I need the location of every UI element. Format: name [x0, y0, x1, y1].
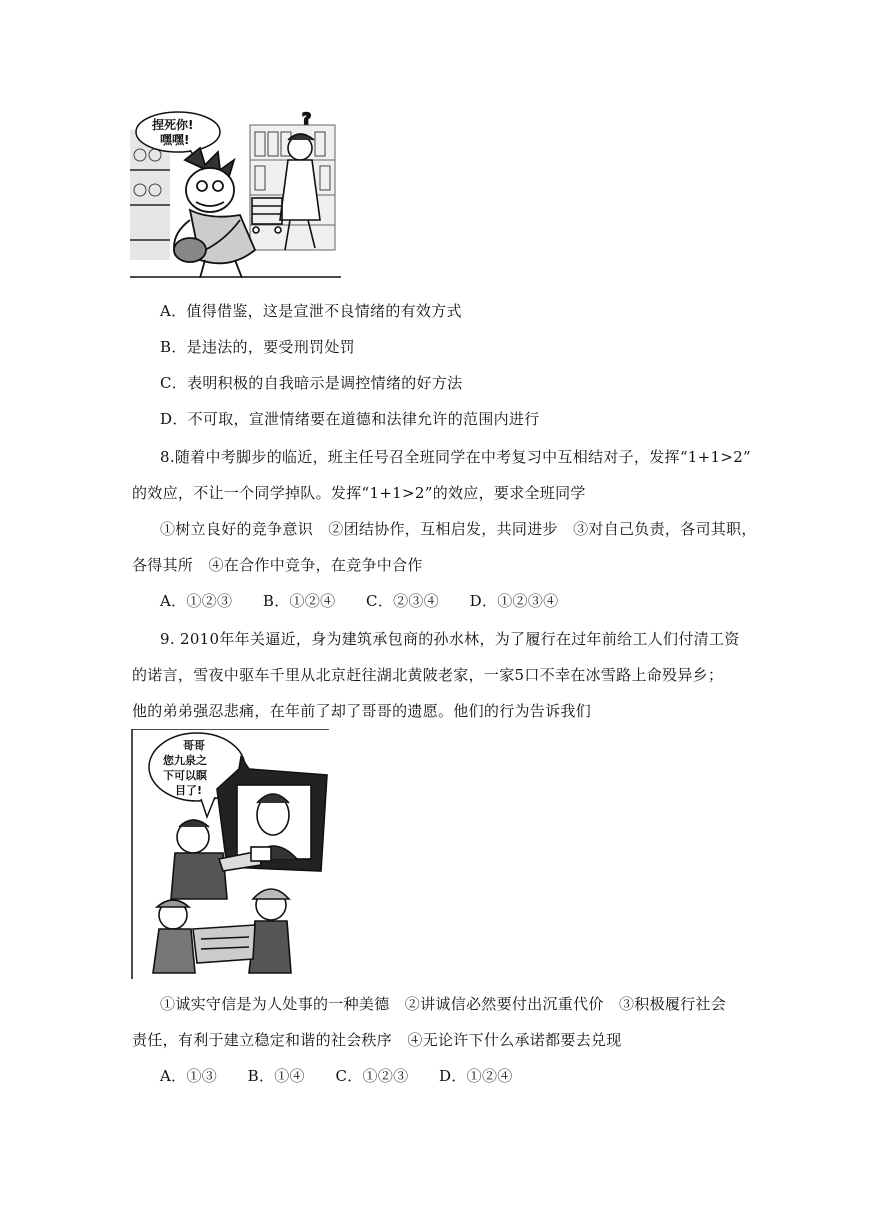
cartoon2-bubble-line2: 您九泉之	[163, 754, 207, 767]
q9-stem-line3: 他的弟弟强忍悲痛，在年前了却了哥哥的遗愿。他们的行为告诉我们	[132, 702, 592, 720]
cartoon2-bubble-line1: 哥哥	[183, 739, 205, 752]
cartoon2-bubble-line4: 目了!	[175, 784, 203, 797]
q9-stem-line2: 的诺言，雪夜中驱车千里从北京赶往湖北黄陂老家，一家5口不幸在冰雪路上命殁异乡；	[132, 666, 724, 684]
cartoon-integrity-image	[131, 729, 329, 979]
q8-stem-line2: 的效应，不让一个同学掉队。发挥“1+1>2”的效应，要求全班同学	[132, 484, 586, 502]
q8-stem-line1: 8.随着中考脚步的临近，班主任号召全班同学在中考复习中互相结对子，发挥“1+1>2”	[160, 448, 752, 466]
q8-items-line1: ①树立良好的竞争意识 ②团结协作，互相启发，共同进步 ③对自己负责，各司其职，	[160, 520, 757, 538]
q9-items-line2: 责任，有利于建立稳定和谐的社会秩序 ④无论许下什么承诺都要去兑现	[132, 1031, 622, 1049]
q9-options: A．①③ B．①④ C．①②③ D．①②④	[160, 1067, 513, 1085]
cartoon2-bubble-line3: 下可以瞑	[163, 769, 207, 782]
cartoon1-bubble-line1: 捏死你!	[152, 118, 194, 132]
q8-items-line2: 各得其所 ④在合作中竞争，在竞争中合作	[132, 556, 423, 574]
cartoon-venting-image	[130, 110, 341, 278]
q7-option-a: A．值得借鉴，这是宣泄不良情绪的有效方式	[160, 302, 462, 320]
q8-options: A．①②③ B．①②④ C．②③④ D．①②③④	[160, 592, 559, 610]
q7-option-c: C．表明积极的自我暗示是调控情绪的好方法	[160, 374, 463, 392]
q9-stem-line1: 9. 2010年年关逼近，身为建筑承包商的孙水林，为了履行在过年前给工人们付清工资	[160, 630, 740, 648]
q7-option-d: D．不可取，宣泄情绪要在道德和法律允许的范围内进行	[160, 410, 540, 428]
cartoon1-bubble-line2: 嘿嘿!	[160, 133, 190, 147]
cartoon1-question-mark: ?	[302, 110, 312, 128]
q9-items-line1: ①诚实守信是为人处事的一种美德 ②讲诚信必然要付出沉重代价 ③积极履行社会	[160, 995, 727, 1013]
q7-option-b: B．是违法的，要受刑罚处罚	[160, 338, 355, 356]
